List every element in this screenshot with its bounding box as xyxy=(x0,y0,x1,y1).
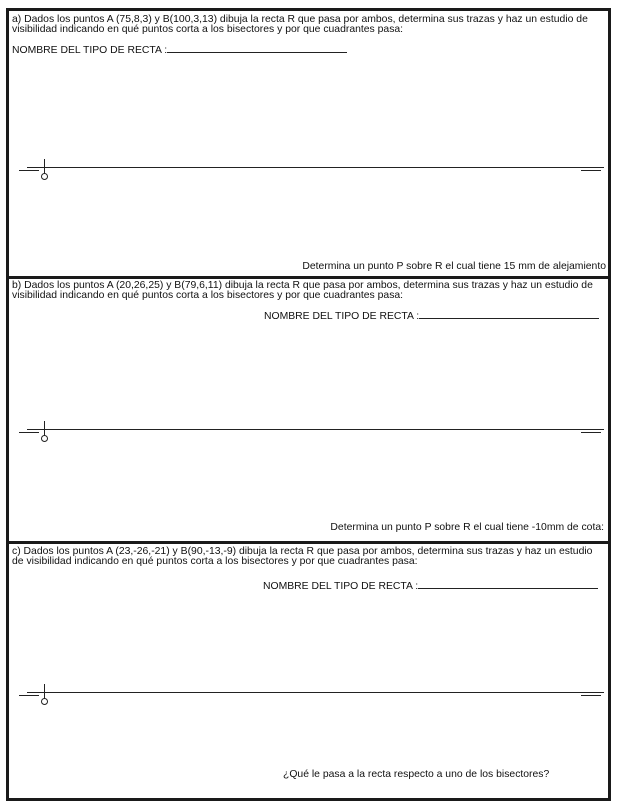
exercise-c xyxy=(9,542,608,798)
ground-line xyxy=(19,159,604,183)
ground-line-axis xyxy=(27,167,604,168)
answer-blank[interactable] xyxy=(418,579,598,589)
line-type-label: NOMBRE DEL TIPO DE RECTA : xyxy=(12,45,168,56)
ground-line-mark-left xyxy=(19,695,39,696)
ground-line-axis xyxy=(27,429,604,430)
origin-marker xyxy=(41,173,48,180)
origin-tick xyxy=(44,421,45,436)
ground-line-axis xyxy=(27,692,604,693)
exercise-b xyxy=(9,277,608,542)
answer-blank[interactable] xyxy=(419,309,599,319)
line-type-label: NOMBRE DEL TIPO DE RECTA : xyxy=(263,581,419,592)
ground-line-mark-left xyxy=(19,432,39,433)
ground-line xyxy=(19,421,604,445)
worksheet xyxy=(6,8,611,801)
ground-line-mark-right xyxy=(581,170,601,171)
exercise-footer: ¿Qué le pasa a la recta respecto a uno de los bisectores? xyxy=(283,769,550,780)
ground-line-mark-right xyxy=(581,432,601,433)
exercise-footer: Determina un punto P sobre R el cual tiene -10mm de cota: xyxy=(330,522,604,533)
exercise-prompt: c) Dados los puntos A (23,-26,-21) y B(90,-13,-9) dibuja la recta R que pasa por ambos, determina sus trazas y haz un estudio de visibilidad indicando en qué puntos corta a los bisectores y por que cuadrantes pasa: xyxy=(12,546,593,567)
ground-line-mark-right xyxy=(581,695,601,696)
exercise-a xyxy=(9,11,608,277)
exercise-prompt: b) Dados los puntos A (20,26,25) y B(79,6,11) dibuja la recta R que pasa por ambos, determina sus trazas y haz un estudio de visibilidad indicando en qué puntos corta a los bisectores y por que cuadrantes pasa: xyxy=(12,280,593,301)
exercise-prompt: a) Dados los puntos A (75,8,3) y B(100,3,13) dibuja la recta R que pasa por ambos, determina sus trazas y haz un estudio de visibilidad indicando en qué puntos corta a los bisectores y por que cuadrantes pasa: xyxy=(12,14,588,35)
line-type-answer xyxy=(264,309,599,323)
exercise-footer: Determina un punto P sobre R el cual tiene 15 mm de alejamiento xyxy=(302,261,606,272)
line-type-answer xyxy=(263,579,598,593)
origin-tick xyxy=(44,159,45,174)
origin-tick xyxy=(44,684,45,699)
ground-line xyxy=(19,684,604,708)
line-type-answer xyxy=(12,43,347,57)
origin-marker xyxy=(41,698,48,705)
answer-blank[interactable] xyxy=(167,43,347,53)
ground-line-mark-left xyxy=(19,170,39,171)
line-type-label: NOMBRE DEL TIPO DE RECTA : xyxy=(264,311,420,322)
origin-marker xyxy=(41,435,48,442)
